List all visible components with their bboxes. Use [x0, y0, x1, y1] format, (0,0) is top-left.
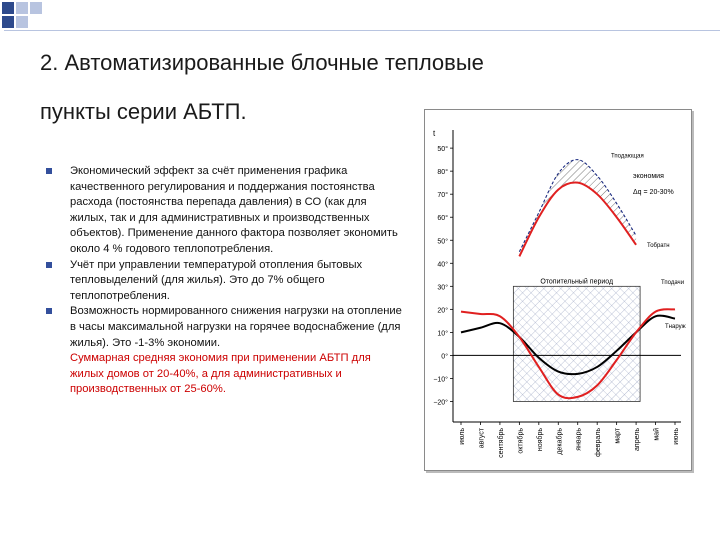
series-line-supply-regulated	[519, 183, 636, 257]
corner-decoration	[0, 0, 60, 40]
y-tick-label: 30°	[437, 284, 448, 292]
summary-note: Суммарная средняя экономия при применении АБТП для жилых домов от 20-40%, а для административных и производственных от 25-60%.	[70, 352, 371, 396]
y-tick-label: 80°	[437, 169, 448, 177]
y-tick-label: 50°	[437, 238, 448, 246]
y-tick-label: 0°	[441, 353, 448, 361]
heating-period-box	[513, 286, 640, 401]
chart-svg	[425, 110, 691, 470]
deco-square	[2, 2, 14, 14]
deco-square	[16, 2, 28, 14]
y-axis-label: t	[433, 129, 436, 138]
y-tick-label: 50°	[437, 146, 448, 154]
x-tick-label: октябрь	[517, 428, 525, 454]
y-tick-label: −20°	[433, 399, 448, 407]
annotation-outdoor-label: Тнаруж	[665, 323, 686, 330]
x-tick-label: декабрь	[556, 428, 564, 455]
top-rule	[4, 30, 720, 31]
y-tick-label: 60°	[437, 215, 448, 223]
bullet-square-icon	[46, 168, 52, 174]
annotation-top-label: Тподающая	[611, 153, 644, 160]
x-tick-label: июль	[459, 428, 466, 445]
annotation-return-label: Тобратн	[647, 243, 670, 250]
x-tick-label: август	[478, 428, 486, 449]
annotation-delta: Δq = 20-30%	[633, 189, 674, 197]
bullet-text: Экономический эффект за счёт применения графика качественного регулирования и поддержания постоянства расхода (постоянства перепада давления) в СО (как для жилых, так и для административных и производственных объектов). Применение данного фактора позволяет экономить около 4 % годового теплопотребления.	[70, 165, 398, 255]
annotation-economy: экономия	[633, 173, 664, 181]
economy-area	[519, 160, 636, 257]
slide-title-line-1: 2. Автоматизированные блочные тепловые	[40, 50, 484, 75]
bullet-item	[44, 258, 406, 305]
x-tick-label: июнь	[673, 428, 680, 445]
x-tick-label: март	[614, 428, 622, 444]
x-tick-label: январь	[575, 428, 583, 451]
bullet-item	[44, 304, 406, 351]
temperature-chart	[424, 109, 692, 471]
bullet-square-icon	[46, 262, 52, 268]
x-tick-label: ноябрь	[536, 428, 544, 452]
deco-square	[16, 16, 28, 28]
x-tick-label: апрель	[634, 428, 642, 451]
x-tick-label: февраль	[595, 428, 603, 457]
y-tick-label: 10°	[437, 330, 448, 338]
bullet-text: Возможность нормированного снижения нагрузки на отопление в часы максимальной нагрузки на горячее водоснабжение (для жилья). Это -1-3% экономии.	[70, 305, 402, 349]
y-tick-label: 20°	[437, 307, 448, 315]
deco-square	[2, 16, 14, 28]
x-tick-label: май	[653, 428, 661, 441]
y-tick-label: −10°	[433, 376, 448, 384]
slide-title-line-2: пункты серии АБТП.	[40, 99, 247, 124]
annotation-supply-label: Тподачи	[661, 280, 685, 287]
bullet-list	[44, 164, 406, 398]
bullet-square-icon	[46, 308, 52, 314]
y-tick-label: 70°	[437, 192, 448, 200]
bullet-item	[44, 164, 406, 258]
x-tick-label: сентябрь	[497, 428, 505, 458]
heating-period-label: Отопительный период	[540, 278, 614, 286]
y-tick-label: 40°	[437, 261, 448, 269]
deco-square	[30, 2, 42, 14]
bullet-text: Учёт при управлении температурой отопления бытовых тепловыделений (для жилья). Это до 7% общего теплопотребления.	[70, 258, 363, 302]
